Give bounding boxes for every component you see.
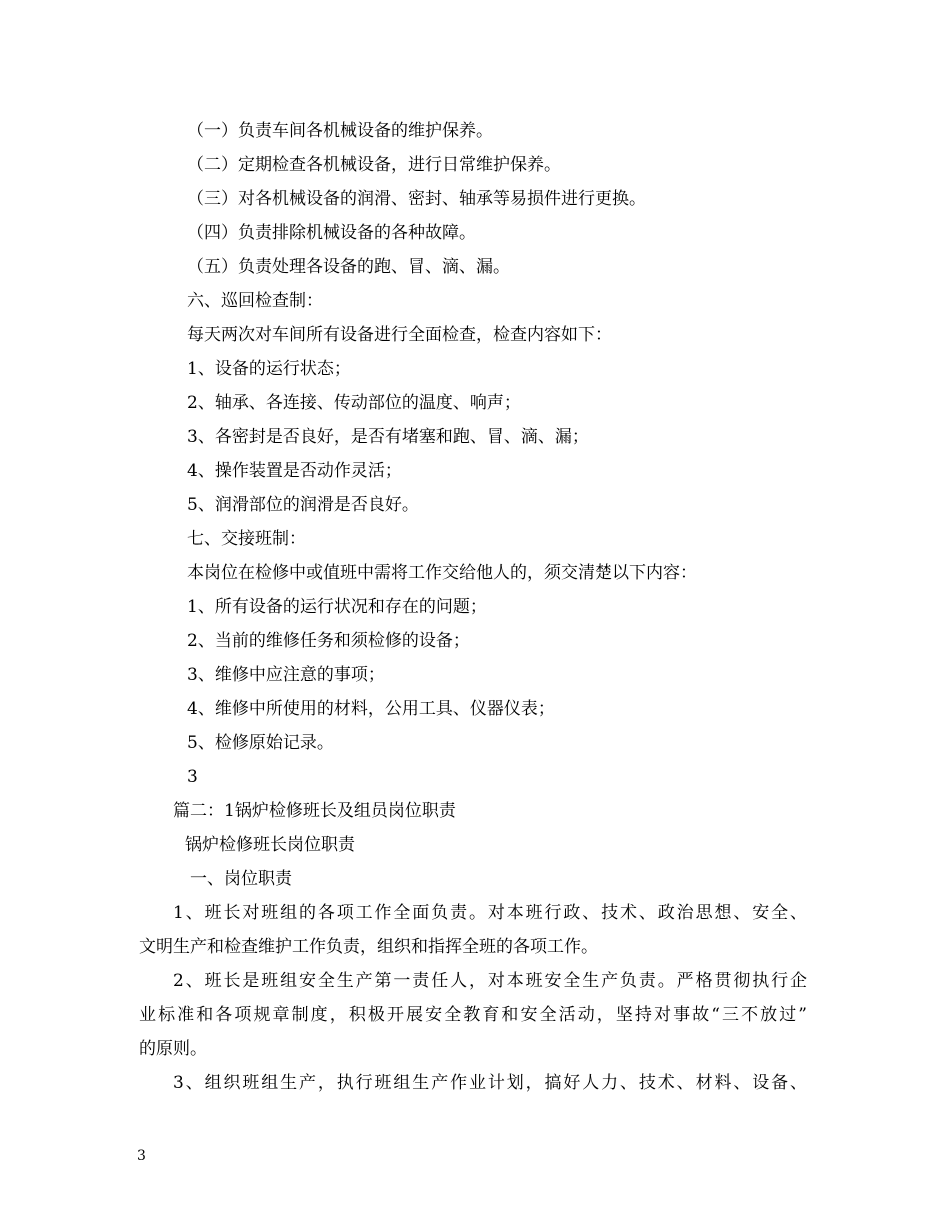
text-line: （二）定期检查各机械设备，进行日常维护保养。: [187, 155, 561, 175]
text-line: 本岗位在检修中或值班中需将工作交给他人的，须交清楚以下内容：: [187, 563, 697, 583]
list-item: 3、各密封是否良好，是否有堵塞和跑、冒、滴、漏；: [187, 427, 589, 447]
text-line: 每天两次对车间所有设备进行全面检查，检查内容如下：: [187, 325, 612, 345]
section-heading: 一、岗位职责: [190, 869, 292, 889]
list-item: 2、轴承、各连接、传动部位的温度、响声；: [187, 393, 521, 413]
paragraph-line: 1、班长对班组的各项工作全面负责。对本班行政、技术、政治思想、安全、: [173, 903, 807, 923]
section-title: 锅炉检修班长岗位职责: [185, 835, 355, 855]
list-item: 1、设备的运行状态；: [187, 359, 351, 379]
paragraph-line: 文明生产和检查维护工作负责，组织和指挥全班的各项工作。: [139, 937, 598, 957]
text-line: （一）负责车间各机械设备的维护保养。: [187, 121, 493, 141]
list-item: 4、维修中所使用的材料，公用工具、仪器仪表；: [187, 699, 555, 719]
list-item: 5、检修原始记录。: [187, 733, 334, 753]
list-item: 3、维修中应注意的事项；: [187, 665, 385, 685]
inline-page-number: 3: [187, 767, 198, 787]
paragraph-line: 3、组织班组生产，执行班组生产作业计划，搞好人力、技术、材料、设备、: [173, 1073, 807, 1093]
page-number: 3: [137, 1148, 146, 1164]
list-item: 2、当前的维修任务和须检修的设备；: [187, 631, 470, 651]
list-item: 1、所有设备的运行状况和存在的问题；: [187, 597, 487, 617]
paragraph-line: 业标准和各项规章制度，积极开展安全教育和安全活动，坚持对事故“三不放过”: [139, 1005, 807, 1025]
list-item: 4、操作装置是否动作灵活；: [187, 461, 402, 481]
paragraph-line: 2、班长是班组安全生产第一责任人，对本班安全生产负责。严格贯彻执行企: [173, 971, 807, 991]
text-line: （三）对各机械设备的润滑、密封、轴承等易损件进行更换。: [187, 189, 646, 209]
chapter-title: 篇二：1锅炉检修班长及组员岗位职责: [173, 801, 456, 821]
section-heading: 七、交接班制：: [187, 529, 306, 549]
section-heading: 六、巡回检查制：: [187, 291, 323, 311]
paragraph-line: 的原则。: [139, 1039, 207, 1059]
text-line: （五）负责处理各设备的跑、冒、滴、漏。: [187, 257, 510, 277]
list-item: 5、润滑部位的润滑是否良好。: [187, 495, 419, 515]
text-line: （四）负责排除机械设备的各种故障。: [187, 223, 476, 243]
